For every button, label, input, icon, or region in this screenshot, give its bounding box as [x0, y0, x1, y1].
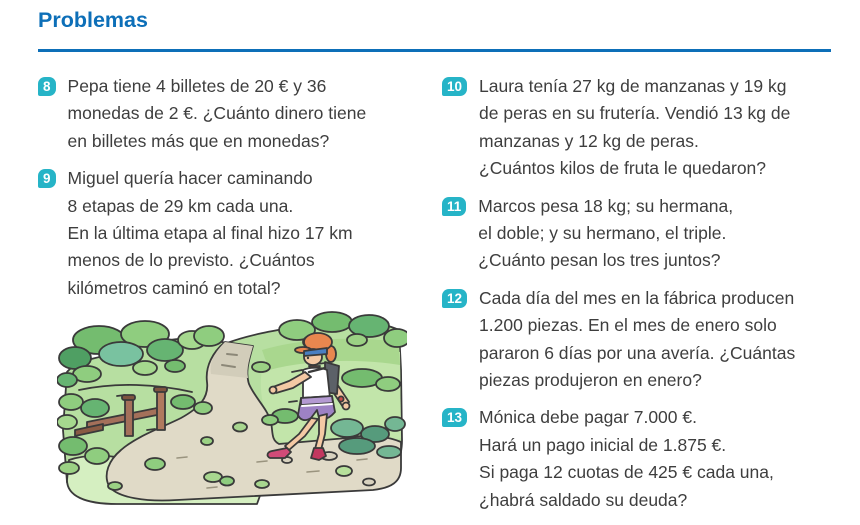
- hiking-illustration: [57, 310, 407, 510]
- problem-line: Si paga 12 cuotas de 425 € cada una,: [479, 462, 774, 483]
- problem-line: ¿Cuánto pesan los tres juntos?: [478, 250, 721, 271]
- problem-item-13: [442, 404, 852, 514]
- problem-number-badge: 8: [38, 77, 56, 96]
- problem-line: Cada día del mes en la fábrica producen: [479, 287, 795, 308]
- title-rule: [38, 49, 831, 52]
- problem-line: Pepa tiene 4 billetes de 20 € y 36: [67, 76, 327, 96]
- problem-line: ¿habrá saldado su deuda?: [479, 489, 688, 510]
- problem-line: ¿Cuántos kilos de fruta le quedaron?: [479, 158, 767, 179]
- problem-line: Miguel quería hacer caminando: [67, 168, 313, 189]
- problem-item-8: [38, 73, 436, 155]
- problem-line: Laura tenía 27 kg de manzanas y 19 kg: [479, 76, 787, 96]
- problem-item-10: [442, 73, 852, 183]
- problem-item-12: [442, 285, 852, 395]
- problem-number-badge: 12: [442, 289, 467, 308]
- problem-text: [479, 73, 790, 183]
- problem-item-11: [442, 193, 852, 275]
- problems-column-right: [442, 73, 852, 524]
- problem-line: En la última etapa al final hizo 17 km: [67, 223, 353, 244]
- problem-text: [478, 193, 733, 275]
- problem-line: en billetes más que en monedas?: [67, 130, 330, 151]
- problem-line: el doble; y su hermano, el triple.: [478, 223, 727, 244]
- problem-number-badge: 13: [442, 408, 467, 427]
- problem-line: de peras en su frutería. Vendió 13 kg de: [479, 103, 791, 124]
- problems-column-left: [38, 73, 436, 312]
- problem-line: Mónica debe pagar 7.000 €.: [479, 407, 697, 428]
- problem-line: Marcos pesa 18 kg; su hermana,: [478, 195, 734, 216]
- problem-number-badge: 10: [442, 77, 467, 96]
- problem-line: kilómetros caminó en total?: [67, 277, 281, 298]
- problem-line: Hará un pago inicial de 1.875 €.: [479, 434, 727, 455]
- problem-number-badge: 9: [38, 169, 56, 188]
- problem-line: 8 etapas de 29 km cada una.: [67, 195, 294, 216]
- page-title: Problemas: [38, 8, 148, 32]
- problem-number-badge: 11: [442, 197, 466, 216]
- problem-line: 1.200 piezas. En el mes de enero solo: [479, 315, 777, 336]
- problem-line: pararon 6 días por una avería. ¿Cuántas: [479, 342, 796, 363]
- problem-line: manzanas y 12 kg de peras.: [479, 130, 699, 151]
- problem-text: [479, 404, 774, 514]
- problem-text: [68, 73, 367, 155]
- problem-text: [68, 165, 353, 302]
- problem-line: piezas produjeron en enero?: [479, 370, 702, 391]
- problem-line: menos de lo previsto. ¿Cuántos: [67, 250, 315, 271]
- problem-item-9: [38, 165, 436, 302]
- problem-text: [479, 285, 795, 395]
- problem-line: monedas de 2 €. ¿Cuánto dinero tiene: [67, 103, 367, 124]
